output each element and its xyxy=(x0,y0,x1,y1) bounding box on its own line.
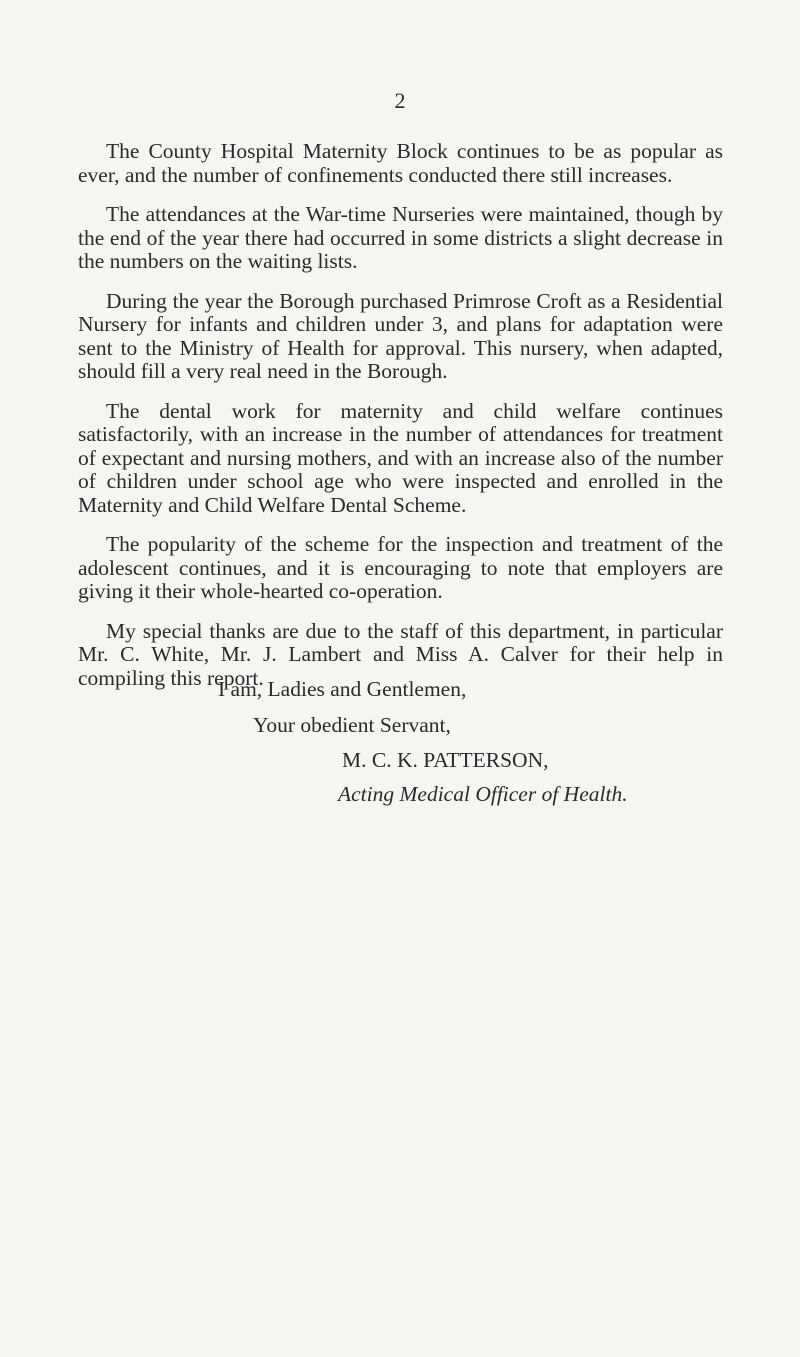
paragraph-thanks: My special thanks are due to the staff of this department, in particular Mr. C. White, Mr. J. Lambert and Miss A. Calver for their help in compiling this report. xyxy=(78,618,723,690)
valediction: Your obedient Servant, xyxy=(253,713,451,737)
salutation: I am, Ladies and Gentlemen, xyxy=(218,677,467,701)
body-text xyxy=(78,140,723,706)
paragraph-adolescent-scheme: The popularity of the scheme for the inspection and treatment of the adolescent continues, and it is encouraging to note that employers are giving it their whole-hearted co-operation. xyxy=(78,532,723,603)
paragraph-primrose-croft: During the year the Borough purchased Primrose Croft as a Residential Nursery for infants and children under 3, and plans for adaptation were sent to the Ministry of Health for approval. This nursery, when adapted, should fill a very real need in the Borough. xyxy=(78,288,723,383)
paragraph-dental-work: The dental work for maternity and child welfare continues satisfactorily, with an increase in the number of attendances for treatment of expectant and nursing mothers, and with an increase also of the number of children under school age who were inspected and enrolled in the Maternity and Child Welfare Dental Scheme. xyxy=(78,398,723,517)
paragraph-maternity-block: The County Hospital Maternity Block continues to be as popular as ever, and the number of confinements conducted there still increases. xyxy=(78,139,723,187)
signatory-title: Acting Medical Officer of Health. xyxy=(338,782,628,806)
signatory-name: M. C. K. PATTERSON, xyxy=(342,748,549,772)
page-number: 2 xyxy=(394,88,406,113)
paragraph-war-time-nurseries: The attendances at the War-time Nurseries were maintained, though by the end of the year there had occurred in some districts a slight decrease in the numbers on the waiting lists. xyxy=(78,202,723,273)
